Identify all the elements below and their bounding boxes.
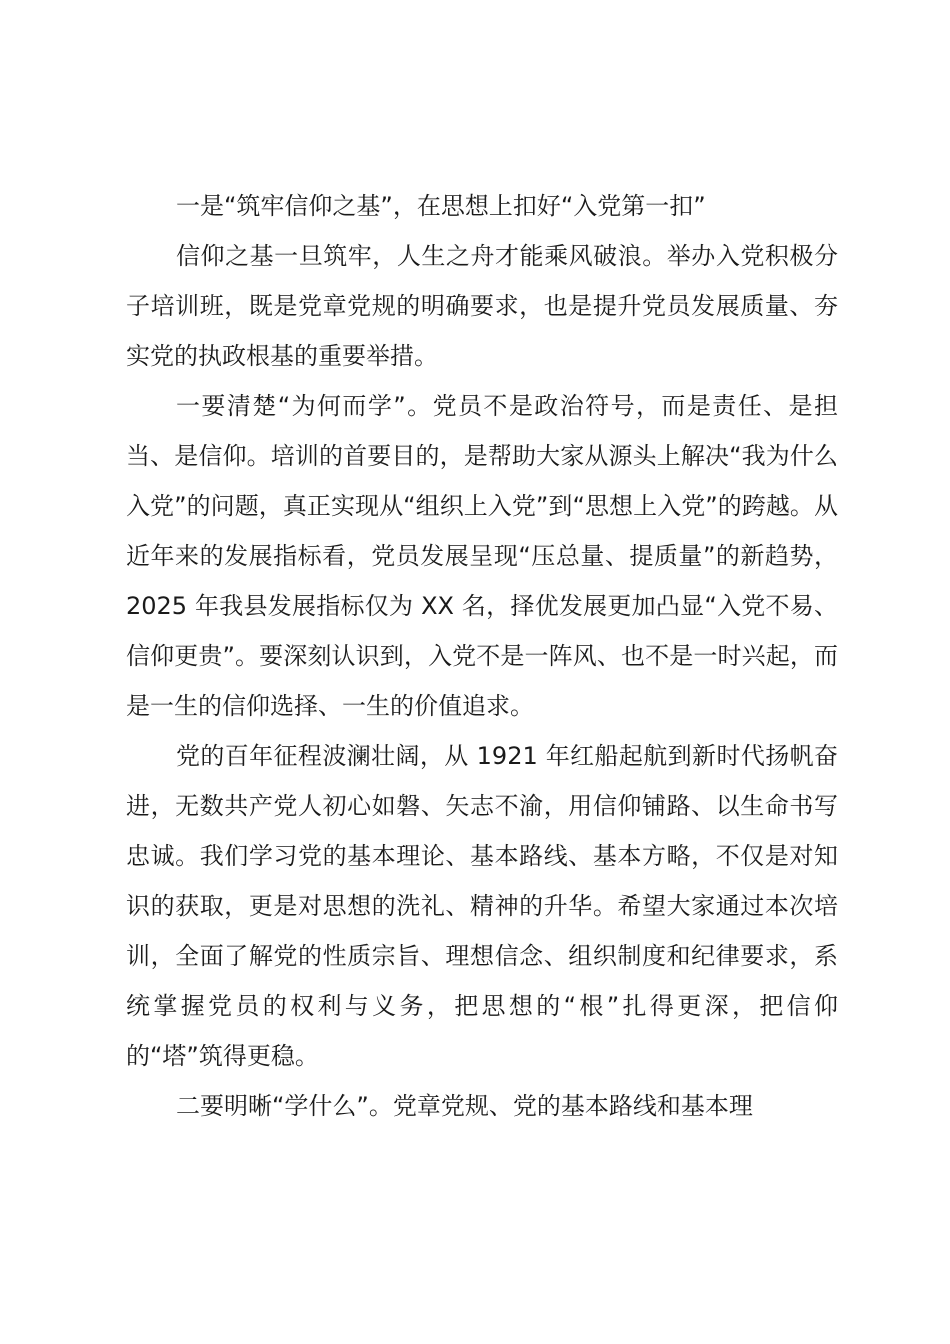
body-paragraph: 信仰之基一旦筑牢，人生之舟才能乘风破浪。举办入党积极分子培训班，既是党章党规的明确要求，也是提升党员发展质量、夯实党的执政根基的重要举措。 [126, 242, 838, 370]
body-paragraph: 党的百年征程波澜壮阔，从 1921 年红船起航到新时代扬帆奋进，无数共产党人初心如磐、矢志不渝，用信仰铺路、以生命书写忠诚。我们学习党的基本理论、基本路线、基本方略，不仅是对知识的获取，更是对思想的洗礼、精神的升华。希望大家通过本次培训，全面了解党的性质宗旨、理想信念、组织制度和纪律要求，系统掌握党员的权利与义务，把思想的“根”扎得更深，把信仰的“塔”筑得更稳。 [126, 742, 838, 1070]
document-body [126, 181, 838, 1131]
body-paragraph: 二要明晰“学什么”。党章党规、党的基本路线和基本理 [176, 1092, 753, 1120]
section-heading: 一是“筑牢信仰之基”，在思想上扣好“入党第一扣” [176, 192, 706, 220]
body-paragraph: 一要清楚“为何而学”。党员不是政治符号，而是责任、是担当、是信仰。培训的首要目的，是帮助大家从源头上解决“我为什么入党”的问题，真正实现从“组织上入党”到“思想上入党”的跨越。从近年来的发展指标看，党员发展呈现“压总量、提质量”的新趋势，2025 年我县发展指标仅为 XX 名，择优发展更加凸显“入党不易、信仰更贵”。要深刻认识到，入党不是一阵风、也不是一时兴起，而是一生的信仰选择、一生的价值追求。 [126, 392, 838, 720]
